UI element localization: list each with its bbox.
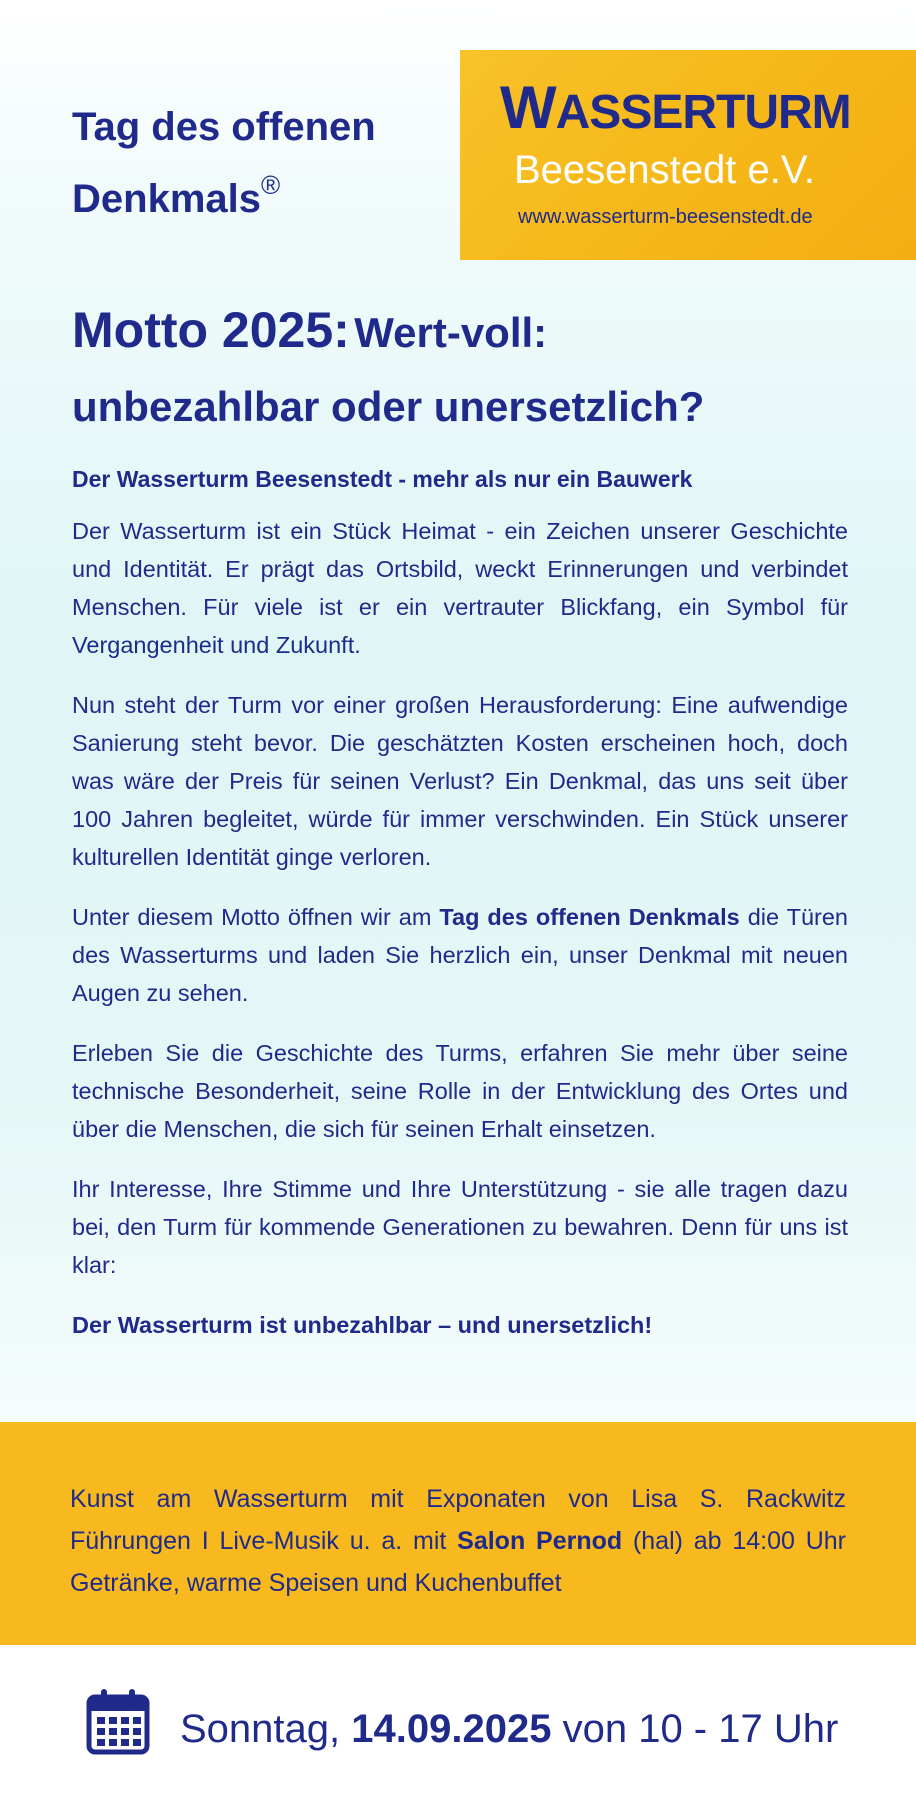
article-paragraph-1: Der Wasserturm ist ein Stück Heimat - ein Zeichen unserer Geschichte und Identität. Er prägt das Ortsbild, weckt Erinnerungen und verbindet Menschen. Für viele ist er ein vertrauter Blickfang, ein Symbol für Vergangenheit und Zukunft. (72, 518, 848, 658)
event-title (72, 98, 432, 228)
motto-heading (72, 298, 872, 439)
event-time: von 10 - 17 Uhr (562, 1707, 839, 1751)
article-subheading: Der Wasserturm Beesenstedt - mehr als nur ein Bauwerk (72, 466, 693, 492)
logo-url[interactable]: www.wasserturm-beesenstedt.de (518, 206, 813, 228)
event-date-value: 14.09.2025 (351, 1707, 552, 1751)
article-paragraph-5: Ihr Interesse, Ihre Stimme und Ihre Unterstützung - sie alle tragen dazu bei, den Turm für kommende Generationen zu bewahren. Denn für uns ist klar: (72, 1176, 848, 1278)
article-closing: Der Wasserturm ist unbezahlbar – und unersetzlich! (72, 1312, 653, 1338)
event-title-line2: Denkmals® (72, 170, 281, 221)
event-weekday: Sonntag, (180, 1707, 341, 1751)
program-line-3: Getränke, warme Speisen und Kuchenbuffet (70, 1569, 562, 1597)
article-paragraph-2: Nun steht der Turm vor einer großen Herausforderung: Eine aufwendige Sanierung steht bevor. Die geschätzten Kosten erscheinen hoch, doch was wäre der Preis für seinen Verlust? Ein Denkmal, das uns seit über 100 Jahren begleitet, würde für immer verschwinden. Ein Stück unserer kulturellen Identität ginge verloren. (72, 692, 848, 870)
event-date (180, 1705, 838, 1753)
logo-subtitle: Beesenstedt e.V. (514, 148, 815, 192)
article (72, 460, 848, 1366)
calendar-icon (86, 1687, 150, 1755)
motto-line2: unbezahlbar oder unersetzlich? (72, 383, 705, 430)
logo-title: WASSERTURM (500, 74, 851, 141)
program-line-1: Kunst am Wasserturm mit Exponaten von Lisa S. Rackwitz (70, 1485, 846, 1513)
program-line-2: Führungen I Live-Musik u. a. mit Salon Pernod (hal) ab 14:00 Uhr (70, 1527, 846, 1555)
article-paragraph-4: Erleben Sie die Geschichte des Turms, erfahren Sie mehr über seine technische Besonderheit, seine Rolle in der Entwicklung des Ortes und über die Menschen, die sich für seinen Erhalt einsetzen. (72, 1040, 848, 1142)
article-paragraph-3: Unter diesem Motto öffnen wir am Tag des offenen Denkmals die Türen des Wasserturms und laden Sie herzlich ein, unser Denkmal mit neuen Augen zu sehen. (72, 904, 849, 1006)
registered-mark: ® (260, 170, 281, 200)
logo (460, 50, 916, 260)
program-text (70, 1478, 846, 1604)
date-footer (0, 1645, 916, 1800)
event-title-line1: Tag des offenen (72, 105, 376, 149)
motto-line1: Motto 2025: Wert-voll: (72, 302, 548, 358)
program-band (0, 1422, 916, 1645)
